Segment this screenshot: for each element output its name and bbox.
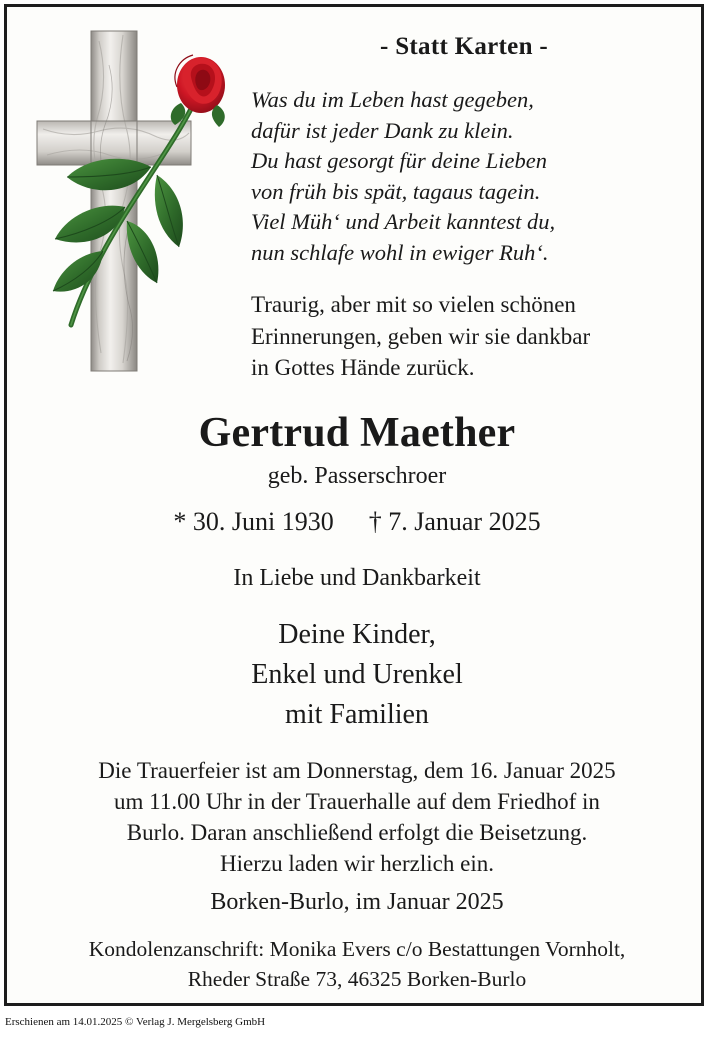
intro-line: Erinnerungen, geben wir sie dankbar: [251, 323, 591, 349]
death-date: † 7. Januar 2025: [368, 507, 541, 536]
service-details: [7, 755, 701, 879]
publisher-footer: Erschienen am 14.01.2025 © Verlag J. Mergelsberg GmbH: [5, 1016, 266, 1028]
intro-block: [251, 289, 681, 384]
condolence-line: Rheder Straße 73, 46325 Borken-Burlo: [187, 966, 527, 991]
love-line: In Liebe und Dankbarkeit: [233, 565, 481, 591]
poem-line: dafür ist jeder Dank zu klein.: [251, 117, 514, 143]
maiden-name: geb. Passerschroer: [267, 463, 447, 489]
place-and-date: Borken-Burlo, im Januar 2025: [210, 889, 504, 915]
poem-block: [251, 85, 671, 269]
poem-line: Viel Müh‘ und Arbeit kanntest du,: [251, 209, 556, 235]
cross-with-rose-graphic: [29, 25, 239, 385]
intro-line: Traurig, aber mit so vielen schönen: [251, 292, 576, 317]
poem-line: von früh bis spät, tagaus tagein.: [251, 178, 541, 204]
poem-line: nun schlafe wohl in ewiger Ruh‘.: [251, 239, 549, 265]
service-line: Hierzu laden wir herzlich ein.: [220, 851, 494, 877]
deceased-name: Gertrud Maether: [198, 410, 516, 456]
obituary-card: [4, 4, 704, 1006]
intro-line: in Gottes Hände zurück.: [251, 355, 475, 381]
statt-karten-heading: - Statt Karten -: [380, 33, 548, 60]
condolence-address: [7, 935, 701, 994]
birth-date: * 30. Juni 1930: [173, 507, 334, 536]
poem-line: Du hast gesorgt für deine Lieben: [251, 148, 548, 174]
service-line: um 11.00 Uhr in der Trauerhalle auf dem Friedhof in: [114, 789, 600, 815]
life-dates: [7, 507, 701, 537]
poem-line: Was du im Leben hast gegeben,: [251, 87, 534, 112]
family-line: Enkel und Urenkel: [251, 658, 463, 690]
family-line: Deine Kinder,: [278, 619, 436, 650]
service-line: Die Trauerfeier ist am Donnerstag, dem 16. Januar 2025: [98, 758, 616, 783]
service-line: Burlo. Daran anschließend erfolgt die Beisetzung.: [126, 820, 588, 846]
family-block: [7, 615, 701, 734]
condolence-line: Kondolenzanschrift: Monika Evers c/o Bestattungen Vornholt,: [88, 937, 626, 961]
family-line: mit Familien: [285, 698, 429, 730]
